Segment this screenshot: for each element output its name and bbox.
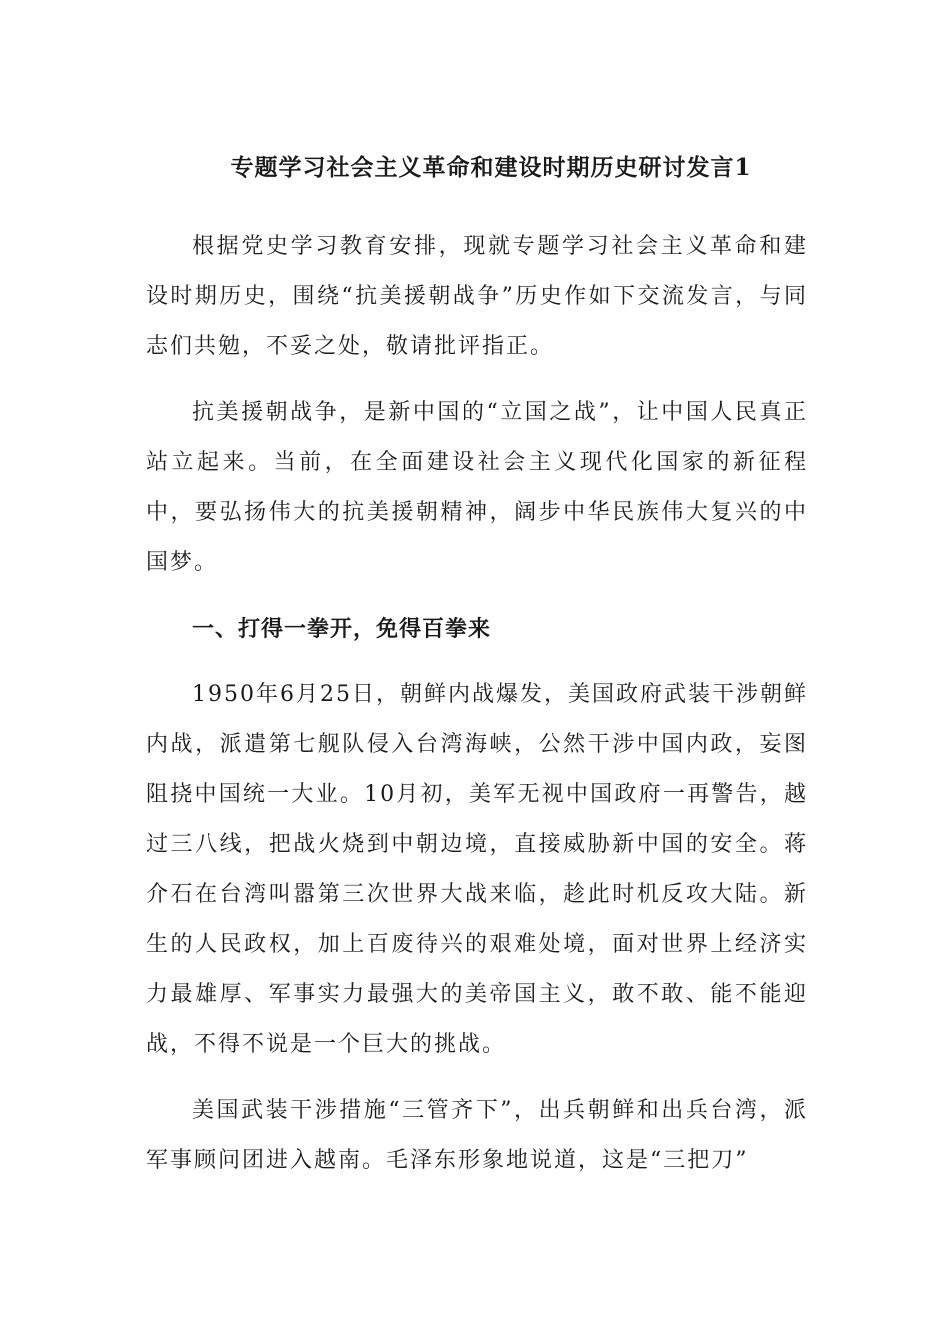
document-body <box>146 222 808 1186</box>
section-heading-1: 一、打得一拳开，免得百拳来 <box>192 616 492 642</box>
section-1-paragraph: 1950年6月25日，朝鲜内战爆发，美国政府武装干涉朝鲜内战，派遣第七舰队侵入台湾海峡，公然干涉中国内政，妄图阻挠中国统一大业。10月初，美军无视中国政府一再警告，越过三八线，把战火烧到中朝边境，直接威胁新中国的安全。蒋介石在台湾叫嚣第三次世界大战来临，趁此时机反攻大陆。新生的人民政权，加上百废待兴的艰难处境，面对世界上经济实力最雄厚、军事实力最强大的美帝国主义，敢不敢、能不能迎战，不得不说是一个巨大的挑战。 <box>146 682 808 1057</box>
section-1-paragraph: 美国武装干涉措施“三管齐下”，出兵朝鲜和出兵台湾，派军事顾问团进入越南。毛泽东形象地说道，这是“三把刀” <box>146 1098 808 1173</box>
document-title: 专题学习社会主义革命和建设时期历史研讨发言1 <box>230 154 752 181</box>
paragraph-context: 抗美援朝战争，是新中国的“立国之战”，让中国人民真正站立起来。当前，在全面建设社会主义现代化国家的新征程中，要弘扬伟大的抗美援朝精神，阔步中华民族伟大复兴的中国梦。 <box>146 400 808 575</box>
paragraph-intro: 根据党史学习教育安排，现就专题学习社会主义革命和建设时期历史，围绕“抗美援朝战争”历史作如下交流发言，与同志们共勉，不妥之处，敬请批评指正。 <box>146 234 808 359</box>
